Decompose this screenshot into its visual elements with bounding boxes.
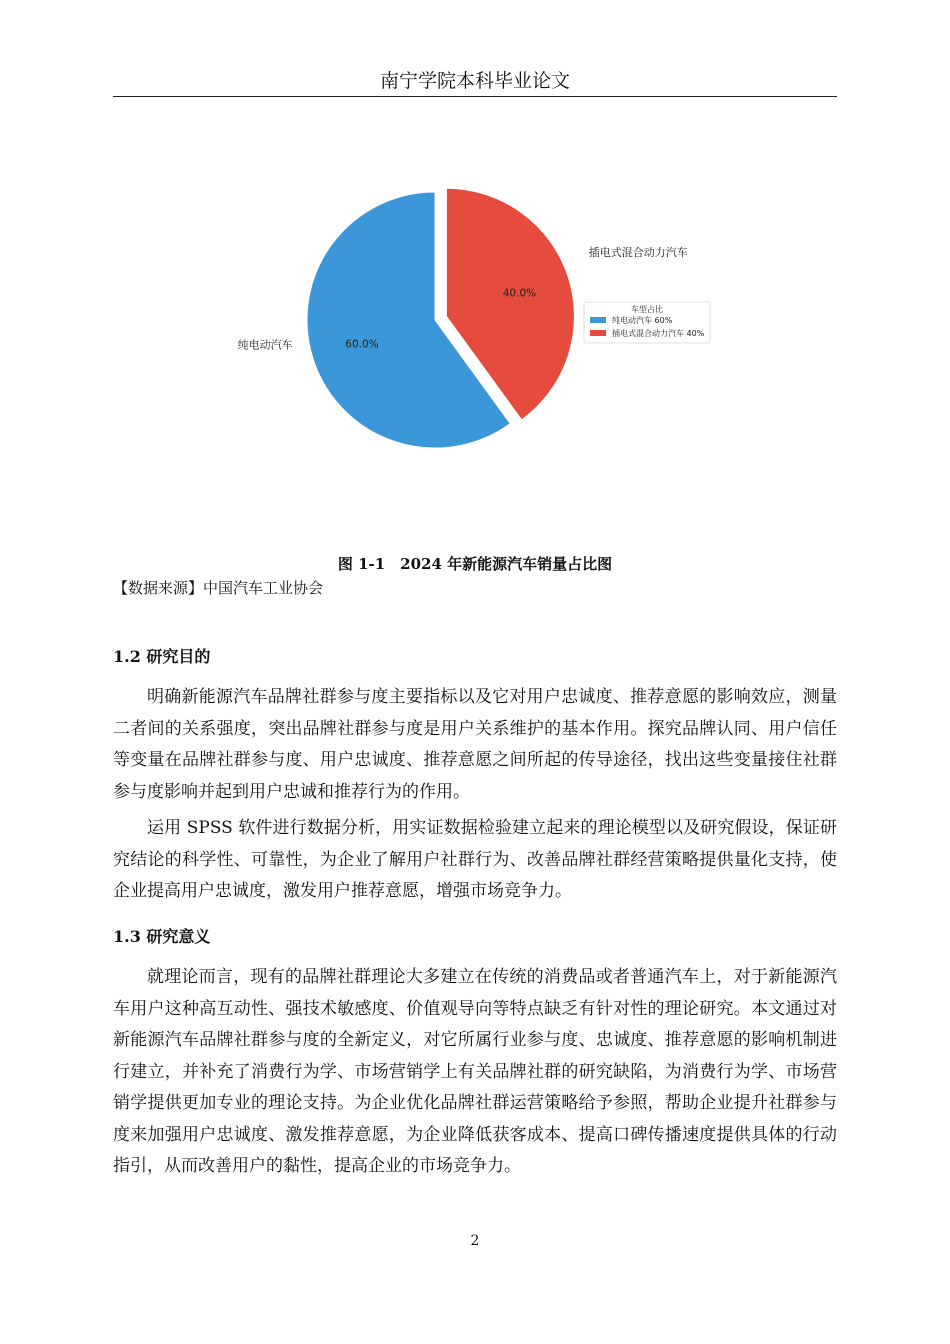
figure-caption: 图 1-1 2024 年新能源汽车销量占比图 <box>337 555 613 573</box>
chart-legend <box>584 302 710 343</box>
legend-swatch-plugin-hybrid <box>590 330 606 336</box>
legend-entry-pure-electric: 纯电动汽车 60% <box>612 316 673 325</box>
paragraph-significance-1: 就理论而言，现有的品牌社群理论大多建立在传统的消费品或者普通汽车上，对于新能源汽车用户这种高互动性、强技术敏感度、价值观导向等特点缺乏有针对性的理论研究。本文通过对新能源汽车品牌社群参与度的全新定义，对它所属行业参与度、忠诚度、推荐意愿的影响机制进行建立，并补充了消费行为学、市场营销学上有关品牌社群的研究缺陷，为消费行为学、市场营销学提供更加专业的理论支持。为企业优化品牌社群运营策略给予参照，帮助企业提升社群参与度来加强用户忠诚度、激发推荐意愿，为企业降低获客成本、提高口碑传播速度提供具体的行动指引，从而改善用户的黏性，提高企业的市场竞争力。 <box>113 967 837 1176</box>
page-number: 2 <box>470 1233 480 1249</box>
paragraph-purpose-1: 明确新能源汽车品牌社群参与度主要指标以及它对用户忠诚度、推荐意愿的影响效应，测量二者间的关系强度，突出品牌社群参与度是用户关系维护的基本作用。探究品牌认同、用户信任等变量在品牌社群参与度、用户忠诚度、推荐意愿之间所起的传导途径，找出这些变量接住社群参与度影响并起到用户忠诚和推荐行为的作用。 <box>113 687 837 802</box>
section-heading-research-purpose: 1.2 研究目的 <box>113 647 211 666</box>
category-label-pure-electric: 纯电动汽车 <box>237 338 293 352</box>
running-header: 南宁学院本科毕业论文 <box>113 66 837 97</box>
section-heading-research-significance: 1.3 研究意义 <box>113 927 211 946</box>
pct-label-pure-electric: 60.0% <box>345 338 379 351</box>
pie-chart <box>200 180 760 470</box>
paragraph-purpose-2: 运用 SPSS 软件进行数据分析，用实证数据检验建立起来的理论模型以及研究假设，保证研究结论的科学性、可靠性，为企业了解用户社群行为、改善品牌社群经营策略提供量化支持，使企业提高用户忠诚度，激发用户推荐意愿，增强市场竞争力。 <box>113 818 837 901</box>
legend-swatch-pure-electric <box>590 317 606 323</box>
legend-title: 车型占比 <box>631 305 663 314</box>
pct-label-plugin-hybrid: 40.0% <box>502 287 537 300</box>
legend-entry-plugin-hybrid: 插电式混合动力汽车 40% <box>612 329 705 338</box>
category-label-plugin-hybrid: 插电式混合动力汽车 <box>588 245 688 259</box>
data-source-note: 【数据来源】中国汽车工业协会 <box>113 579 324 597</box>
pie-chart-svg <box>200 180 760 470</box>
